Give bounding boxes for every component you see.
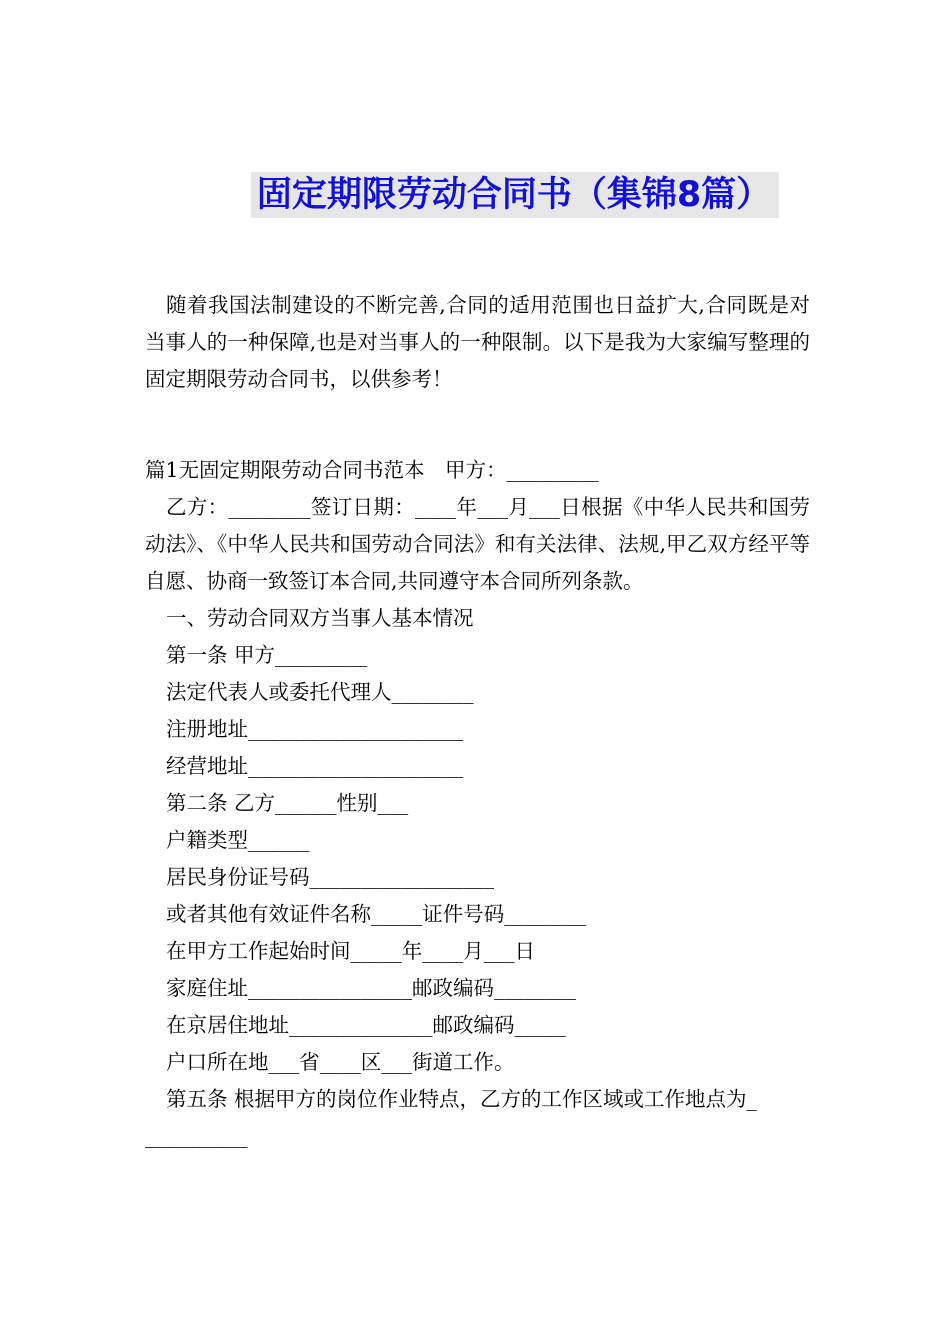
contract-heading-line: 篇1无固定期限劳动合同书范本 甲方：_________: [145, 458, 599, 482]
title-wrapper: [0, 172, 950, 218]
clause-line: 经营地址_____________________: [166, 754, 464, 778]
clause-line: 第五条 根据甲方的岗位作业特点，乙方的工作区域或工作地点为_: [166, 1087, 757, 1111]
clause-line: 或者其他有效证件名称_____证件号码________: [166, 902, 587, 926]
section-heading: 一、劳动合同双方当事人基本情况: [166, 606, 474, 630]
contract-body: [145, 452, 810, 1155]
clause-line-continuation: __________: [145, 1124, 248, 1148]
clause-line: 在甲方工作起始时间_____年____月___日: [166, 939, 535, 963]
clause-line: 注册地址_____________________: [166, 717, 464, 741]
clause-line: 第二条 乙方______性别___: [166, 791, 409, 815]
document-title: 固定期限劳动合同书（集锦8篇）: [251, 172, 779, 218]
clause-line: 户籍类型______: [166, 828, 310, 852]
clause-line: 法定代表人或委托代理人________: [166, 680, 474, 704]
intro-paragraph: 随着我国法制建设的不断完善,合同的适用范围也日益扩大,合同既是对当事人的一种保障,也是对当事人的一种限制。以下是我为大家编写整理的固定期限劳动合同书，以供参考！: [145, 292, 810, 391]
clause-line: 户口所在地___省____区___街道工作。: [166, 1050, 515, 1074]
clause-line: 第一条 甲方_________: [166, 643, 368, 667]
clause-line: 家庭住址________________邮政编码________: [166, 976, 576, 1000]
contract-preamble: 乙方：________签订日期：____年___月___日根据《中华人民共和国劳动法》、《中华人民共和国劳动合同法》和有关法律、法规,甲乙双方经平等自愿、协商一致签订本合同,共同遵守本合同所列条款。: [145, 495, 810, 593]
clause-line: 在京居住地址______________邮政编码_____: [166, 1013, 566, 1037]
clause-line: 居民身份证号码__________________: [166, 865, 494, 889]
